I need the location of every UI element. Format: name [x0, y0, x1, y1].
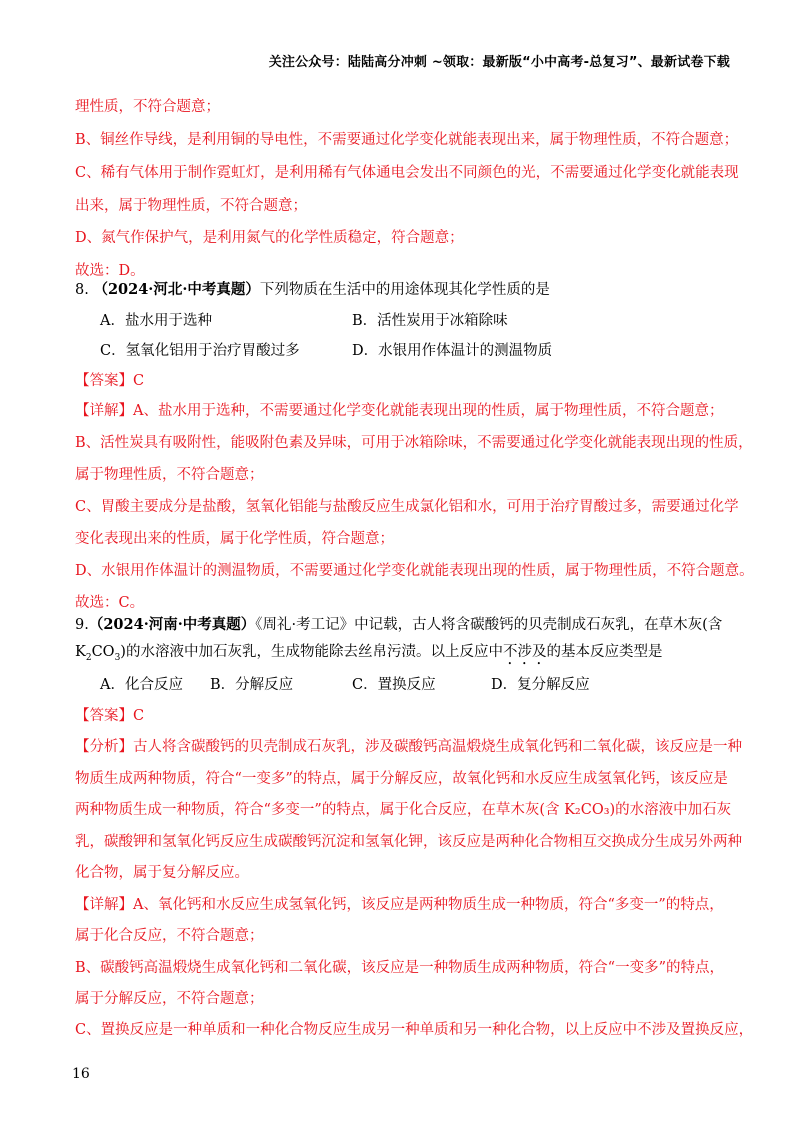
analysis-line: 物质生成两种物质，符合“一变多”的特点，属于分解反应，故氧化钙和水反应生成氢氧化钙，该反应是 [75, 771, 728, 787]
detail-line: 【详解】A、盐水用于选种，不需要通过化学变化就能表现出现的性质，属于物理性质，不符合题意； [75, 403, 724, 419]
detail-line: 【详解】A、氧化钙和水反应生成氢氧化钙，该反应是两种物质生成一种物质，符合“多变一”的特点， [75, 897, 724, 913]
formula-subscript: 2 [85, 652, 92, 663]
question-text: 下列物质在生活中的用途体现其化学性质的是 [259, 282, 550, 298]
formula-part: CO [91, 644, 115, 660]
option-c: C．氢氧化铝用于治疗胃酸过多 [100, 343, 300, 359]
question-text: 《周礼·考工记》中记载，古人将含碳酸钙的贝壳制成石灰乳，在草木灰(含 [255, 617, 723, 633]
option-d: D．复分解反应 [491, 677, 590, 693]
text-line: 故选：D。 [75, 263, 145, 279]
text-line: D、氮气作保护气，是利用氮气的化学性质稳定，符合题意； [75, 230, 464, 246]
option-b: B．活性炭用于冰箱除味 [352, 313, 508, 329]
detail-line: 属于分解反应，不符合题意； [75, 991, 264, 1007]
question-source: （2024·河北·中考真题） [93, 281, 260, 298]
detail-line: 变化表现出来的性质，属于化学性质，符合题意； [75, 531, 394, 547]
option-d: D．水银用作体温计的测温物质 [352, 343, 553, 359]
analysis-line: 化合物，属于复分解反应。 [75, 865, 249, 881]
page-header: 关注公众号：陆陆高分冲刺 ~领取：最新版“小中高考-总复习”、最新试卷下载 [268, 55, 730, 70]
formula-part: K [75, 644, 86, 660]
text-line: C、稀有气体用于制作霓虹灯，是利用稀有气体通电会发出不同颜色的光，不需要通过化学变化就能表现 [75, 165, 739, 181]
emphasis-text: 不涉及 [502, 644, 547, 660]
option-b: B．分解反应 [210, 677, 294, 693]
answer: 【答案】C [75, 373, 145, 389]
detail-line: 故选：C。 [75, 595, 145, 611]
text-line: B、铜丝作导线，是利用铜的导电性，不需要通过化学变化就能表现出来，属于物理性质，不符合题意； [75, 132, 739, 148]
question-9-stem [75, 615, 722, 635]
analysis-line: 乳，碳酸钾和氢氧化钙反应生成碳酸钙沉淀和氢氧化钾，该反应是两种化合物相互交换成分生成另外两种 [75, 834, 742, 850]
detail-line: D、水银用作体温计的测温物质，不需要通过化学变化就能表现出现的性质，属于物理性质，不符合题意。 [75, 563, 754, 579]
page-number: 16 [72, 1066, 90, 1082]
analysis-line: 【分析】古人将含碳酸钙的贝壳制成石灰乳，涉及碳酸钙高温煅烧生成氧化钙和二氧化碳，该反应是一种 [75, 739, 742, 755]
detail-line: C、置换反应是一种单质和一种化合物反应生成另一种单质和另一种化合物，以上反应中不涉及置换反应， [75, 1022, 754, 1038]
detail-line: C、胃酸主要成分是盐酸，氢氧化铝能与盐酸反应生成氯化铝和水，可用于治疗胃酸过多，需要通过化学 [75, 499, 739, 515]
question-source: （2024·河南·中考真题） [88, 616, 256, 633]
question-number: 9. [75, 617, 89, 633]
formula-subscript: 3 [114, 652, 121, 663]
analysis-line: 两种物质生成一种物质，符合“多变一”的特点，属于化合反应，在草木灰(含 K₂CO₃)的水溶液中加石灰 [75, 802, 732, 818]
option-c: C．置换反应 [352, 677, 436, 693]
option-a: A．盐水用于选种 [100, 313, 212, 329]
question-text: 的基本反应类型是 [546, 644, 663, 660]
text-line: 理性质，不符合题意； [75, 99, 220, 115]
option-a: A．化合反应 [100, 677, 183, 693]
text-line: 出来，属于物理性质，不符合题意； [75, 198, 307, 214]
detail-line: 属于物理性质，不符合题意； [75, 467, 264, 483]
detail-line: B、活性炭具有吸附性，能吸附色素及异味，可用于冰箱除味，不需要通过化学变化就能表现出现的性质， [75, 435, 753, 451]
detail-line: 属于化合反应，不符合题意； [75, 928, 264, 944]
question-number: 8. [75, 282, 89, 298]
question-9-stem-2 [75, 642, 662, 668]
question-8-stem [75, 280, 550, 300]
answer: 【答案】C [75, 708, 145, 724]
detail-line: B、碳酸钙高温煅烧生成氧化钙和二氧化碳，该反应是一种物质生成两种物质，符合“一变多”的特点， [75, 960, 724, 976]
question-text: )的水溶液中加石灰乳，生成物能除去丝帛污渍。以上反应中 [120, 644, 503, 660]
